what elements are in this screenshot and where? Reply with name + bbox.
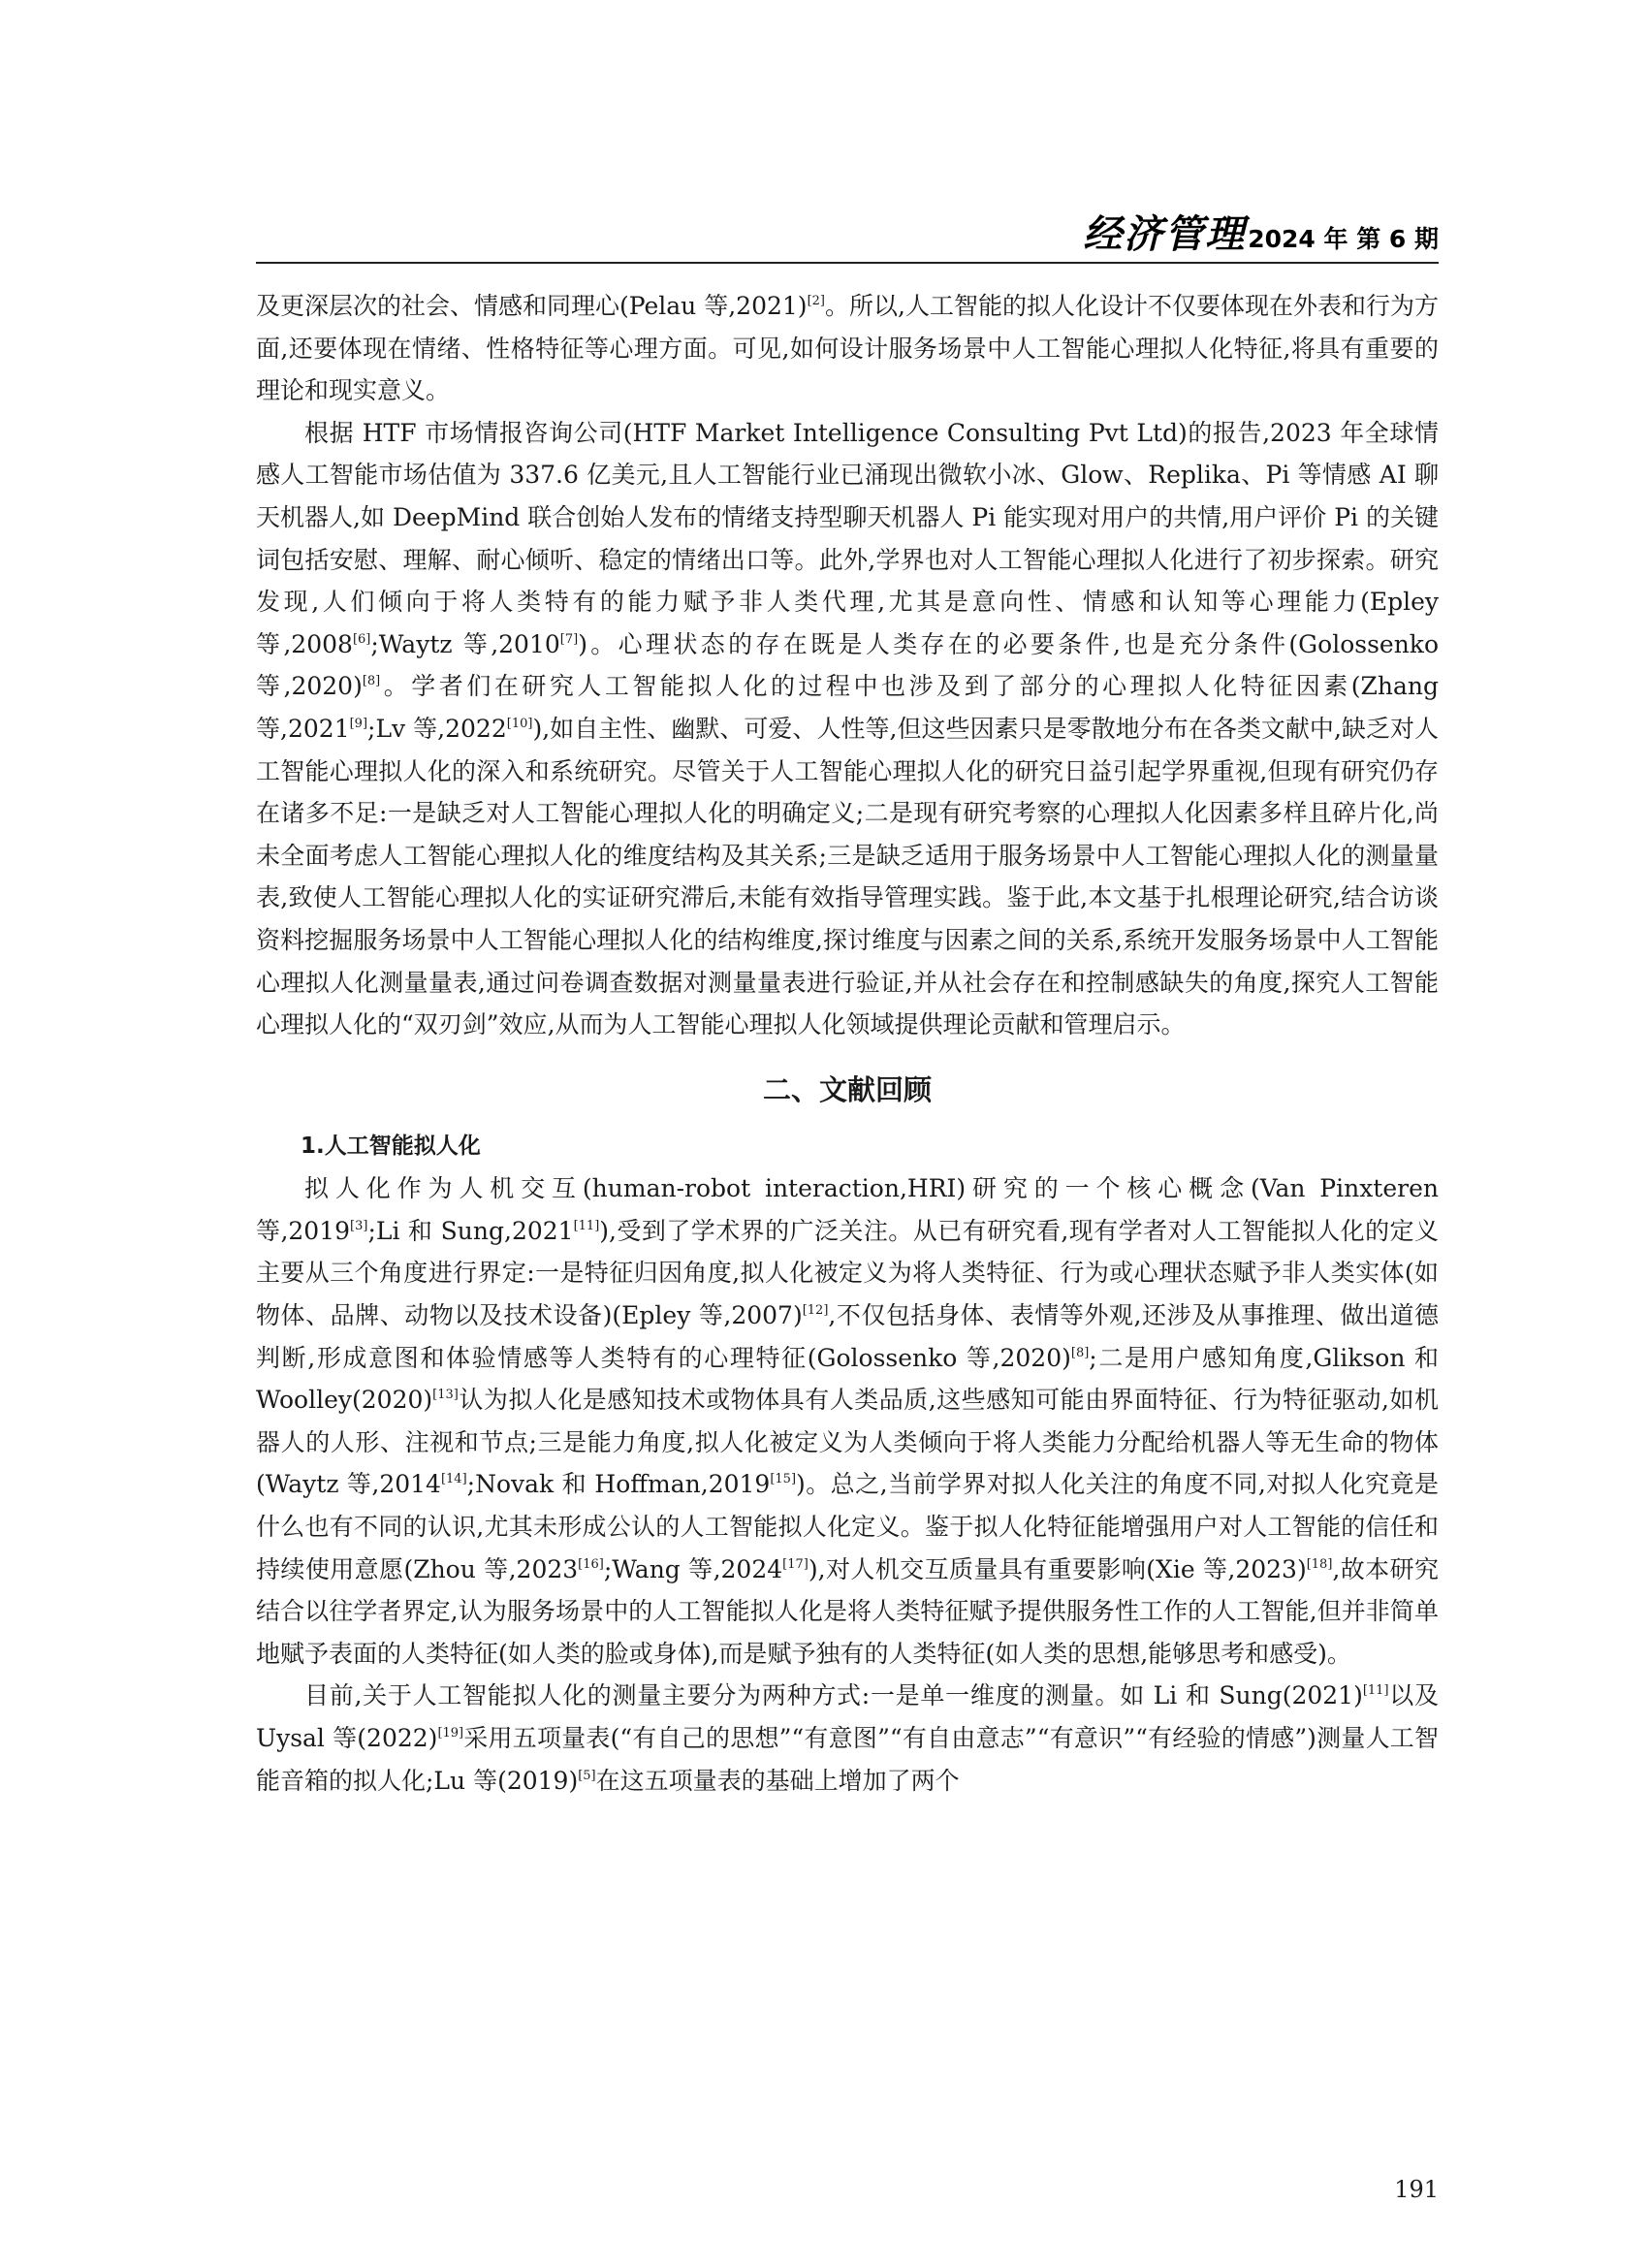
text-run: )。心理状态的存在既是人类存在的必要条件,也是充分条件(Golossenko 等,2020) [256, 629, 1440, 701]
citation-ref: [8] [362, 674, 381, 689]
journal-logo: 经济管理 [1083, 211, 1247, 257]
text-run: ;Li 和 Sung,2021 [367, 1216, 574, 1245]
text-run: 认为拟人化是感知技术或物体具有人类品质,这些感知可能由界面特征、行为特征驱动,如机器人的人形、注视和节点;三是能力角度,拟人化被定义为人类倾向于将人类能力分配给机器人等无生命的物体(Waytz 等,2014 [256, 1386, 1439, 1499]
citation-ref: [12] [802, 1303, 829, 1319]
citation-ref: [18] [1306, 1556, 1333, 1572]
text-run: 根据 HTF 市场情报咨询公司(HTF Market Intelligence Consulting Pvt Ltd)的报告,2023 年全球情感人工智能市场估值为 337.6 亿美元,且人工智能行业已涌现出微软小冰、Glow、Replika、Pi 等情感 AI 聊天机器人,如 DeepMind 联合创始人发布的情绪支持型聊天机器人 Pi 能实现对用户的共情,用户评价 Pi 的关键词包括安慰、理解、耐心倾听、稳定的情绪出口等。此外,学界也对人工智能心理拟人化进行了初步探索。研究发现,人们倾向于将人类特有的能力赋予非人类代理,尤其是意向性、情感和认知等心理能力(Epley 等,2008 [256, 418, 1439, 658]
text-run: ),如自主性、幽默、可爱、人性等,但这些因素只是零散地分布在各类文献中,缺乏对人工智能心理拟人化的深入和系统研究。尽管关于人工智能心理拟人化的研究日益引起学界重视,但现有研究仍存在诸多不足:一是缺乏对人工智能心理拟人化的明确定义;二是现有研究考察的心理拟人化因素多样且碎片化,尚未全面考虑人工智能心理拟人化的维度结构及其关系;三是缺乏适用于服务场景中人工智能心理拟人化的测量量表,致使人工智能心理拟人化的实证研究滞后,未能有效指导管理实践。鉴于此,本文基于扎根理论研究,结合访谈资料挖掘服务场景中人工智能心理拟人化的结构维度,探讨维度与因素之间的关系,系统开发服务场景中人工智能心理拟人化测量量表,通过问卷调查数据对测量量表进行验证,并从社会存在和控制感缺失的角度,探究人工智能心理拟人化的“双刃剑”效应,从而为人工智能心理拟人化领域提供理论贡献和管理启示。 [256, 714, 1439, 1039]
text-run: ),受到了学术界的广泛关注。从已有研究看,现有学者对人工智能拟人化的定义主要从三个角度进行界定:一是特征归因角度,拟人化被定义为将人类特征、行为或心理状态赋予非人类实体(如物体、品牌、动物以及技术设备)(Epley 等,2007) [256, 1216, 1439, 1330]
citation-ref: [11] [573, 1218, 600, 1233]
text-run: )。总之,当前学界对拟人化关注的角度不同,对拟人化究竟是什么也有不同的认识,尤其未形成公认的人工智能拟人化定义。鉴于拟人化特征能增强用户对人工智能的信任和持续使用意愿(Zhou 等,2023 [256, 1470, 1439, 1583]
citation-ref: [16] [578, 1556, 604, 1572]
subsection-title: 1.人工智能拟人化 [301, 1133, 481, 1159]
citation-ref: [2] [807, 294, 825, 308]
citation-ref: [8] [1070, 1345, 1090, 1360]
header-rule [256, 262, 1439, 264]
text-run: 。学者们在研究人工智能拟人化的过程中也涉及到了部分的心理拟人化特征因素(Zhang 等,2021 [256, 672, 1439, 743]
text-run: 拟人化作为人机交互(human-robot interaction,HRI)研究的一个核心概念(Van Pinxteren 等,2019 [256, 1174, 1439, 1245]
text-run: 及更深层次的社会、情感和同理心(Pelau 等,2021) [256, 292, 808, 320]
paragraph-continued [256, 285, 1439, 412]
paragraph [256, 1675, 1439, 1802]
citation-ref: [10] [506, 716, 533, 731]
citation-ref: [11] [1362, 1683, 1389, 1699]
paragraph [256, 412, 1439, 1046]
section-title: 二、文献回顾 [762, 1072, 932, 1106]
text-run: ,不仅包括身体、表情等外观,还涉及从事推理、做出道德判断,形成意图和体验情感等人类特有的心理特征(Golossenko 等,2020) [256, 1301, 1439, 1372]
paragraph [256, 1167, 1439, 1675]
text-run: ;Novak 和 Hoffman,2019 [466, 1470, 771, 1499]
citation-ref: [14] [440, 1472, 467, 1487]
text-run: ;二是用户感知角度,Glikson 和 Woolley(2020) [256, 1343, 1439, 1415]
running-header [256, 204, 1439, 262]
citation-ref: [17] [782, 1556, 809, 1572]
issue-label: 2024 年 第 6 期 [1248, 225, 1439, 253]
citation-ref: [3] [350, 1218, 368, 1233]
citation-ref: [9] [349, 716, 368, 731]
citation-ref: [7] [559, 631, 579, 647]
text-run: ,故本研究结合以往学者界定,认为服务场景中的人工智能拟人化是将人类特征赋予提供服务性工作的人工智能,但并非简单地赋予表面的人类特征(如人类的脸或身体),而是赋予独有的人类特征(如人类的思想,能够思考和感受)。 [256, 1554, 1439, 1668]
citation-ref: [19] [437, 1726, 464, 1741]
text-run: 采用五项量表(“有自己的思想”“有意图”“有自由意志”“有意识”“有经验的情感”)测量人工智能音箱的拟人化;Lu 等(2019) [256, 1724, 1439, 1795]
text-run: ;Lv 等,2022 [367, 714, 507, 743]
page-number: 191 [1394, 2176, 1439, 2203]
article-body [256, 285, 1439, 1802]
citation-ref: [15] [770, 1472, 797, 1487]
citation-ref: [5] [578, 1768, 596, 1783]
text-run: ;Waytz 等,2010 [370, 629, 560, 658]
text-run: 。所以,人工智能的拟人化设计不仅要体现在外表和行为方面,还要体现在情绪、性格特征等心理方面。可见,如何设计服务场景中人工智能心理拟人化特征,将具有重要的理论和现实意义。 [256, 292, 1439, 405]
citation-ref: [13] [432, 1388, 459, 1403]
text-run: 以及 Uysal 等(2022) [256, 1681, 1439, 1752]
text-run: 目前,关于人工智能拟人化的测量主要分为两种方式:一是单一维度的测量。如 Li 和 Sung(2021) [304, 1681, 1363, 1710]
text-run: ),对人机交互质量具有重要影响(Xie 等,2023) [808, 1554, 1307, 1583]
citation-ref: [6] [352, 631, 371, 647]
text-run: 在这五项量表的基础上增加了两个 [595, 1766, 960, 1795]
text-run: ;Wang 等,2024 [603, 1554, 783, 1583]
